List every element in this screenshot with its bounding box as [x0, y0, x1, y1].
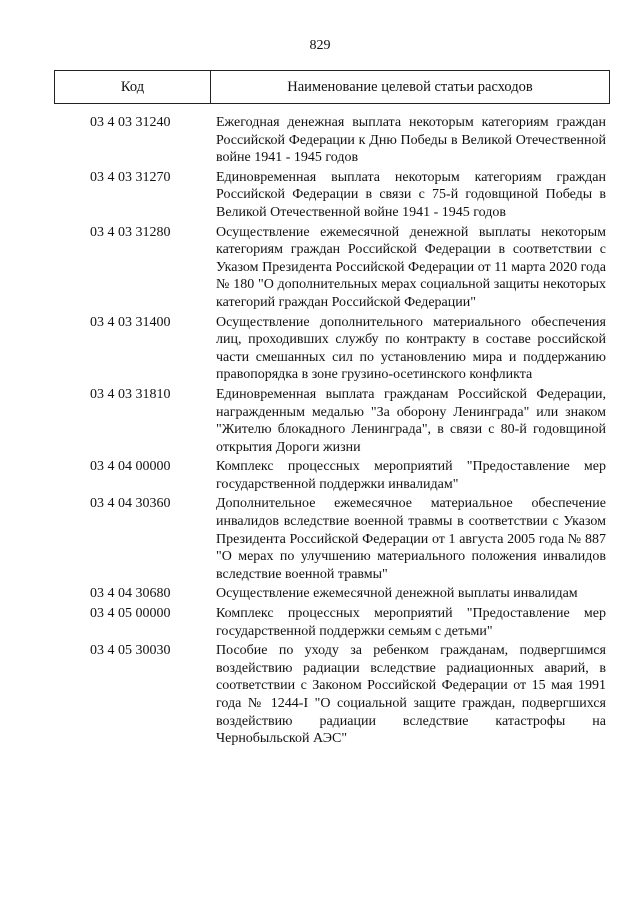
row-name: Пособие по уходу за ребенком гражданам, подвергшимся воздействию радиации вследствие радиационных аварий, в соответствии с Законом Российской Федерации от 15 мая 1991 года № 1244-I "О социальной защите граждан, подвергшихся воздействию радиации вследствие катастрофы на Чернобыльской АЭС"	[216, 643, 606, 747]
table-body	[54, 114, 610, 750]
table-row	[54, 314, 610, 384]
row-name: Осуществление ежемесячной денежной выплаты инвалидам	[216, 586, 578, 602]
table-row	[54, 495, 610, 583]
row-code: 03 4 03 31280	[90, 224, 171, 240]
row-code: 03 4 03 31400	[90, 314, 171, 330]
row-code: 03 4 03 31270	[90, 169, 171, 185]
row-name: Комплекс процессных мероприятий "Предоставление мер государственной поддержки семьям с детьми"	[216, 606, 606, 639]
row-code: 03 4 05 00000	[90, 606, 171, 622]
table-row	[54, 605, 610, 640]
row-code: 03 4 04 00000	[90, 459, 171, 475]
table-row	[54, 585, 610, 603]
row-name: Комплекс процессных мероприятий "Предоставление мер государственной поддержки инвалидам"	[216, 459, 606, 492]
row-name: Осуществление дополнительного материального обеспечения лиц, проходивших службу по контракту в составе российской части смешанных сил по установлению мира и поддержанию правопорядка в зоне грузино-осетинского конфликта	[216, 314, 606, 383]
table-row	[54, 458, 610, 493]
table-header	[54, 70, 610, 104]
table-row	[54, 169, 610, 222]
row-name: Дополнительное ежемесячное материальное обеспечение инвалидов вследствие военной травмы в соответствии с Указом Президента Российской Федерации от 1 августа 2005 года № 887 "О мерах по улучшению материального положения инвалидов вследствие военной травмы"	[216, 496, 606, 582]
row-code: 03 4 04 30680	[90, 586, 171, 602]
row-name: Осуществление ежемесячной денежной выплаты некоторым категориям граждан Российской Федерации в соответствии с Указом Президента Российской Федерации от 11 марта 2020 года № 180 "О дополнительных мерах социальной защиты некоторых категорий граждан Российской Федерации"	[216, 224, 606, 310]
table-row	[54, 114, 610, 167]
header-name: Наименование целевой статьи расходов	[287, 78, 533, 95]
row-code: 03 4 05 30030	[90, 643, 171, 659]
table-row	[54, 642, 610, 748]
row-code: 03 4 04 30360	[90, 496, 171, 512]
row-code: 03 4 03 31240	[90, 115, 171, 130]
table-row	[54, 224, 610, 312]
page-number: 829	[309, 38, 331, 53]
row-name: Единовременная выплата гражданам Российской Федерации, награжденным медалью "За оборону Ленинграда" или знаком "Жителю блокадного Ленинграда", в связи с 80-й годовщиной открытия Дороги жизни	[216, 386, 606, 455]
table-row	[54, 386, 610, 456]
header-code: Код	[55, 71, 211, 103]
row-name: Единовременная выплата некоторым категориям граждан Российской Федерации в связи с 75-й годовщиной Победы в Великой Отечественной войне 1941 - 1945 годов	[216, 169, 606, 220]
row-code: 03 4 03 31810	[90, 386, 171, 402]
row-name: Ежегодная денежная выплата некоторым категориям граждан Российской Федерации к Дню Победы в Великой Отечественной войне 1941 - 1945 годов	[216, 115, 606, 166]
